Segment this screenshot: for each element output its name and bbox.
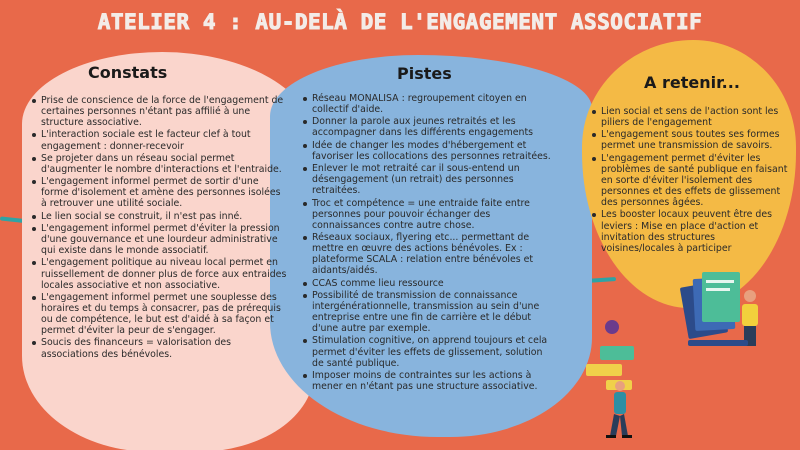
list-item: Les booster locaux peuvent être des leviers : Mise en place d'action et invitation des structures voisines/locales à participer xyxy=(592,209,788,253)
list-item: L'engagement politique au niveau local permet en ruissellement de donner plus de force aux entraides locales associative et non associative. xyxy=(32,257,288,290)
list-item: L'engagement informel permet de sortir d'une forme d'isolement et amène des personnes isolées à retrouver une utilité sociale. xyxy=(32,176,288,209)
list-item: Réseau MONALISA : regroupement citoyen en collectif d'aide. xyxy=(303,93,553,115)
list-item: Imposer moins de contraintes sur les actions à mener en n'étant pas une structure associative. xyxy=(303,370,553,392)
page-title: ATELIER 4 : AU-DELÀ DE L'ENGAGEMENT ASSOCIATIF xyxy=(97,10,703,34)
list-item: Donner la parole aux jeunes retraités et les accompagner dans les différents engagements xyxy=(303,116,553,138)
constats-heading: Constats xyxy=(88,63,168,82)
list-item: CCAS comme lieu ressource xyxy=(303,278,553,289)
list-item: Lien social et sens de l'action sont les piliers de l'engagement xyxy=(592,106,788,128)
list-item: Enlever le mot retraité car il sous-entend un désengagement (un retrait) des personnes retraitées. xyxy=(303,163,553,196)
list-item: Idée de changer les modes d'hébergement et favoriser les collocations des personnes retraitées. xyxy=(303,140,553,162)
list-item: Réseaux sociaux, flyering etc... permettant de mettre en œuvre des actions bénévoles. Ex : plateforme SCALA : relation entre bénévoles et aidants/aidés. xyxy=(303,232,553,276)
person-chat-illustration xyxy=(570,318,650,448)
retenir-list xyxy=(592,106,788,255)
list-item: Prise de conscience de la force de l'engagement de certaines personnes n'étant pas affilié à une structure associative. xyxy=(32,95,288,128)
list-item: Possibilité de transmission de connaissance intergénérationnelle, transmission au sein d'une entreprise entre une fin de carrière et le début d'une autre par exemple. xyxy=(303,290,553,334)
list-item: L'engagement informel permet une souplesse des horaires et du temps à consacrer, pas de prérequis ou de compétence, le but est d'aidé à sa façon et permet d'éviter la peur de s'engager. xyxy=(32,292,288,336)
list-item: L'interaction sociale est le facteur clef à tout engagement : donner-recevoir xyxy=(32,129,288,151)
list-item: Le lien social se construit, il n'est pas inné. xyxy=(32,211,288,222)
list-item: L'engagement sous toutes ses formes permet une transmission de savoirs. xyxy=(592,129,788,151)
person-documents-illustration xyxy=(676,266,776,356)
list-item: L'engagement permet d'éviter les problèmes de santé publique en faisant en sorte d'éviter l'isolement des personnes et des effets de glissement des personnes âgées. xyxy=(592,153,788,208)
retenir-heading: A retenir... xyxy=(644,73,740,92)
list-item: L'engagement informel permet d'éviter la pression d'une gouvernance et une lourdeur administrative qui existe dans le monde associatif. xyxy=(32,223,288,256)
list-item: Se projeter dans un réseau social permet d'augmenter le nombre d'interactions et l'entraide. xyxy=(32,153,288,175)
pistes-list xyxy=(303,93,553,393)
constats-list xyxy=(32,95,288,361)
list-item: Troc et compétence = une entraide faite entre personnes pour pouvoir échanger des connaissances contre autre chose. xyxy=(303,198,553,231)
list-item: Soucis des financeurs = valorisation des associations des bénévoles. xyxy=(32,337,288,359)
list-item: Stimulation cognitive, on apprend toujours et cela permet d'éviter les effets de glissement, solution de santé publique. xyxy=(303,335,553,368)
pistes-heading: Pistes xyxy=(397,64,452,83)
